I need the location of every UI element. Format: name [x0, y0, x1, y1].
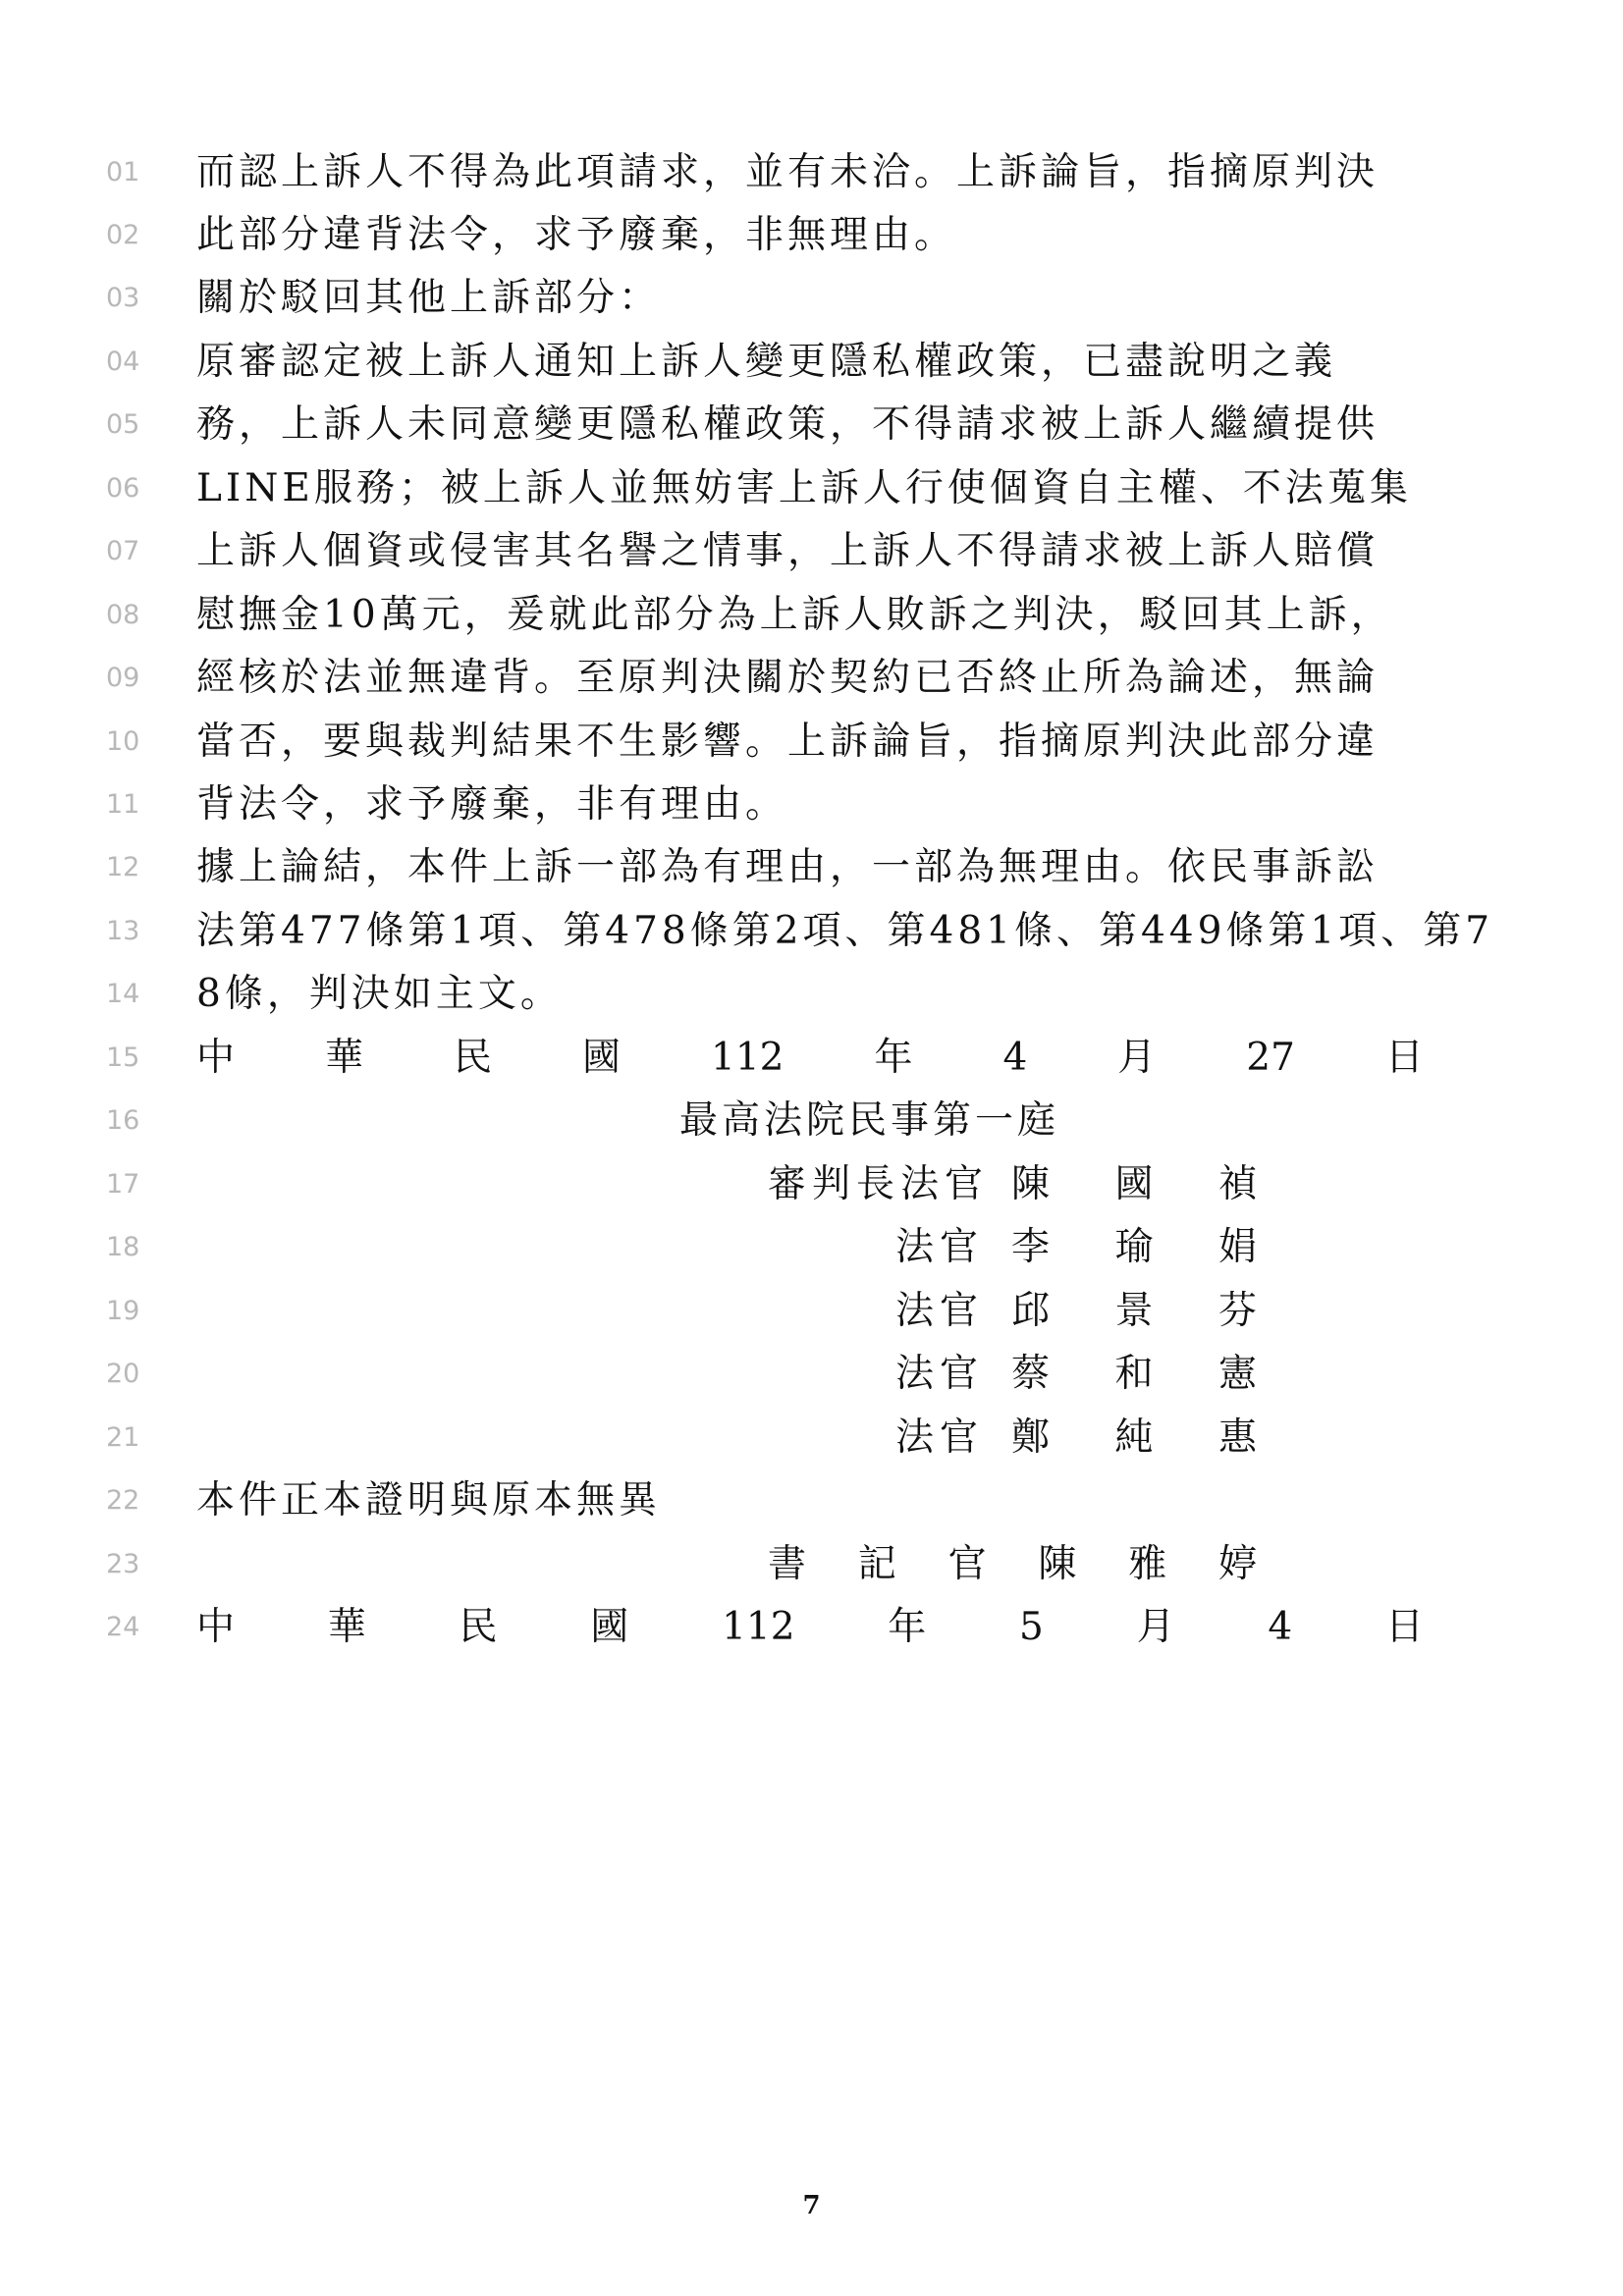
line-number: 21: [106, 1422, 140, 1453]
body-text: 8條，判決如主文。: [196, 972, 563, 1016]
line-number: 16: [106, 1105, 140, 1136]
text-line: [0, 204, 1623, 267]
line-number: 23: [106, 1549, 140, 1579]
date-part: 民: [459, 1605, 498, 1649]
clerk-signature: [768, 1539, 1257, 1590]
name-char: 憲: [1217, 1352, 1257, 1396]
date-part: 國: [582, 1036, 622, 1080]
date-part: 華: [327, 1605, 366, 1649]
name-char: 李: [1011, 1225, 1051, 1269]
line-number: 06: [106, 473, 140, 504]
date-part: 年: [874, 1036, 913, 1080]
body-text: LINE服務；被上訴人並無妨害上訴人行使個資自主權、不法蒐集: [196, 466, 1412, 510]
line-number: 10: [106, 726, 140, 757]
body-text: 而認上訴人不得為此項請求，並有未洽。上訴論旨，指摘原判決: [196, 150, 1380, 194]
judge-name: [1011, 1349, 1257, 1400]
body-text: 背法令，求予廢棄，非有理由。: [196, 782, 788, 827]
body-text: 原審認定被上訴人通知上訴人變更隱私權政策，已盡說明之義: [196, 340, 1337, 384]
text-line: [0, 331, 1623, 394]
line-number: 19: [106, 1296, 140, 1326]
line-number: 17: [106, 1169, 140, 1200]
text-line: [0, 711, 1623, 774]
line-number: 12: [106, 852, 140, 882]
body-text: 當否，要與裁判結果不生影響。上訴論旨，指摘原判決此部分違: [196, 720, 1380, 764]
date-part: 月: [1117, 1036, 1157, 1080]
judge-title: 法官: [895, 1415, 985, 1460]
judge-name: [1011, 1222, 1257, 1273]
judge-line: [0, 1343, 1623, 1406]
date-part: 國: [590, 1605, 629, 1649]
text-line: [0, 963, 1623, 1026]
date-year: 112: [711, 1036, 784, 1080]
court-line: [0, 1090, 1623, 1152]
body-text: 慰撫金10萬元，爰就此部分為上訴人敗訴之判決，駁回其上訴，: [196, 593, 1393, 637]
text-line: [0, 141, 1623, 204]
name-char: 純: [1114, 1415, 1154, 1460]
line-number: 18: [106, 1232, 140, 1262]
name-char: 陳: [1011, 1162, 1051, 1206]
page-number: 7: [802, 2191, 821, 2220]
name-char: 禎: [1217, 1162, 1257, 1206]
date-part: 年: [888, 1605, 927, 1649]
line-number: 15: [106, 1042, 140, 1073]
body-text: 法第477條第1項、第478條第2項、第481條、第449條第1項、第7: [196, 909, 1494, 953]
judgment-date-line: [0, 1027, 1623, 1090]
presiding-judge-line: [0, 1153, 1623, 1216]
date-part: 華: [325, 1036, 364, 1080]
line-number: 22: [106, 1485, 140, 1516]
text-line: [0, 774, 1623, 836]
line-number: 01: [106, 157, 140, 187]
name-char: 景: [1114, 1289, 1154, 1333]
line-number: 04: [106, 347, 140, 377]
body-text: 務，上訴人未同意變更隱私權政策，不得請求被上訴人繼續提供: [196, 402, 1380, 447]
certification-line: [0, 1469, 1623, 1532]
name-char: 和: [1114, 1352, 1154, 1396]
date-year: 112: [722, 1605, 795, 1649]
name-char: 芬: [1217, 1289, 1257, 1333]
line-number: 05: [106, 409, 140, 440]
line-number: 03: [106, 283, 140, 313]
text-line: [0, 647, 1623, 710]
date-part: 日: [1384, 1605, 1424, 1649]
copy-date: [196, 1602, 1424, 1653]
text-line: [0, 836, 1623, 899]
date-month: 5: [1019, 1605, 1044, 1649]
text-line: [0, 267, 1623, 330]
section-heading: 關於駁回其他上訴部分：: [196, 276, 662, 320]
date-part: 民: [454, 1036, 493, 1080]
judge-title: 法官: [895, 1352, 985, 1396]
date-part: 月: [1136, 1605, 1175, 1649]
judge-name: [1011, 1413, 1257, 1464]
name-char: 蔡: [1011, 1352, 1051, 1396]
certification-text: 本件正本證明與原本無異: [196, 1478, 662, 1522]
line-number: 20: [106, 1359, 140, 1389]
date-part: 中: [196, 1036, 236, 1080]
line-number: 07: [106, 536, 140, 566]
date-day: 4: [1268, 1605, 1293, 1649]
date-day: 27: [1246, 1036, 1295, 1080]
body-text: 上訴人個資或侵害其名譽之情事，上訴人不得請求被上訴人賠償: [196, 529, 1380, 573]
judge-line: [0, 1280, 1623, 1343]
name-char: 惠: [1217, 1415, 1257, 1460]
judge-line: [0, 1407, 1623, 1469]
date-part: 日: [1384, 1036, 1424, 1080]
line-number: 11: [106, 789, 140, 820]
clerk-char: 書: [768, 1542, 807, 1586]
judge-line: [0, 1216, 1623, 1279]
judge-name: [1011, 1286, 1257, 1337]
line-number: 24: [106, 1612, 140, 1642]
copy-date-line: [0, 1596, 1623, 1659]
clerk-char: 官: [947, 1542, 987, 1586]
text-line: [0, 457, 1623, 520]
clerk-char: 陳: [1038, 1542, 1077, 1586]
line-number: 08: [106, 600, 140, 630]
court-name: 最高法院民事第一庭: [679, 1098, 1060, 1143]
clerk-char: 雅: [1128, 1542, 1167, 1586]
text-line: [0, 584, 1623, 647]
date-part: 中: [196, 1605, 236, 1649]
line-number: 13: [106, 916, 140, 946]
judge-title: 法官: [895, 1289, 985, 1333]
clerk-char: 婷: [1217, 1542, 1257, 1586]
body-text: 經核於法並無違背。至原判決關於契約已否終止所為論述，無論: [196, 656, 1380, 700]
name-char: 娟: [1217, 1225, 1257, 1269]
line-number: 02: [106, 220, 140, 250]
name-char: 邱: [1011, 1289, 1051, 1333]
text-line: [0, 394, 1623, 456]
presiding-judge-title: 審判長法官: [768, 1162, 990, 1206]
date-month: 4: [1002, 1036, 1028, 1080]
line-number: 09: [106, 663, 140, 693]
clerk-char: 記: [857, 1542, 896, 1586]
text-line: [0, 900, 1623, 963]
body-text: 此部分違背法令，求予廢棄，非無理由。: [196, 213, 957, 257]
text-line: [0, 520, 1623, 583]
judgment-date: [196, 1033, 1424, 1084]
name-char: 國: [1114, 1162, 1154, 1206]
judge-title: 法官: [895, 1225, 985, 1269]
body-text: 據上論結，本件上訴一部為有理由，一部為無理由。依民事訴訟: [196, 845, 1380, 889]
line-number: 14: [106, 979, 140, 1009]
presiding-judge-name: [1011, 1159, 1257, 1210]
name-char: 鄭: [1011, 1415, 1051, 1460]
name-char: 瑜: [1114, 1225, 1154, 1269]
clerk-line: [0, 1533, 1623, 1596]
